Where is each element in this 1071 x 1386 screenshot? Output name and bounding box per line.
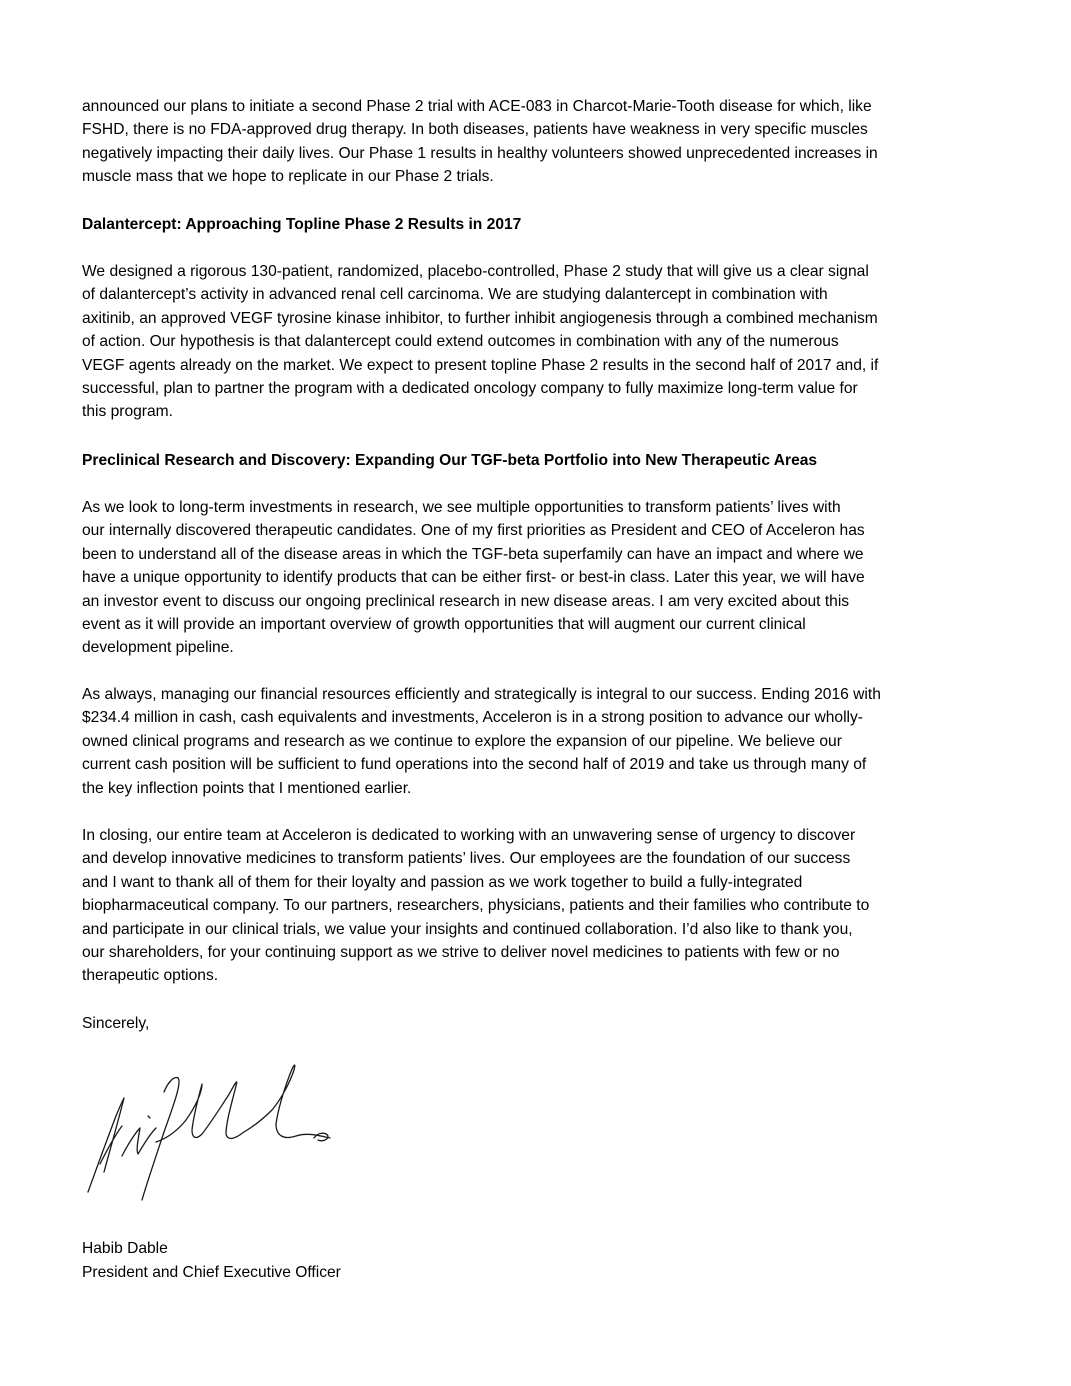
paragraph-dalantercept: We designed a rigorous 130-patient, randomized, placebo-controlled, Phase 2 study that will give us a clear signal of dalantercept’s activity in advanced renal cell carcinoma. We are studying dalantercept in combination with axitinib, an approved VEGF tyrosine kinase inhibitor, to further inhibit angiogenesis through a combined mechanism of action. Our hypothesis is that dalantercept could extend outcomes in combination with any of the numerous VEGF agents already on the market. We expect to present topline Phase 2 results in the second half of 2017 and, if successful, plan to partner the program with a dedicated oncology company to fully maximize long-term value for this program.	[82, 263, 879, 421]
heading-dalantercept: Dalantercept: Approaching Topline Phase 2 Results in 2017	[82, 216, 522, 233]
heading-preclinical: Preclinical Research and Discovery: Expanding Our TGF-beta Portfolio into New Therapeutic Areas	[82, 452, 818, 469]
paragraph-intro: announced our plans to initiate a second Phase 2 trial with ACE-083 in Charcot-Marie-Tooth disease for which, like FSHD, there is no FDA-approved drug therapy. In both diseases, patients have weakness in very specific muscles negatively impacting their daily lives. Our Phase 1 results in healthy volunteers showed unprecedented increases in muscle mass that we hope to replicate in our Phase 2 trials.	[82, 98, 878, 186]
paragraph-preclinical: As we look to long-term investments in research, we see multiple opportunities to transform patients’ lives with our internally discovered therapeutic candidates. One of my first priorities as President and CEO of Acceleron has been to understand all of the disease areas in which the TGF-beta superfamily can have an impact and where we have a unique opportunity to identify products that can be either first- or best-in class. Later this year, we will have an investor event to discuss our ongoing preclinical research in new disease areas. I am very excited about this event as it will provide an important overview of growth opportunities that will augment our current clinical development pipeline.	[82, 499, 865, 657]
paragraph-closing: In closing, our entire team at Acceleron is dedicated to working with an unwavering sense of urgency to discover and develop innovative medicines to transform patients’ lives. Our employees are the foundation of our success and I want to thank all of them for their loyalty and passion as we work together to build a fully-integrated biopharmaceutical company. To our partners, researchers, physicians, patients and their families who contribute to and participate in our clinical trials, we value your insights and continued collaboration. I’d also like to thank you, our shareholders, for your continuing support as we strive to deliver novel medicines to patients with few or no therapeutic options.	[82, 827, 870, 985]
salutation: Sincerely,	[82, 1015, 150, 1032]
paragraph-financial: As always, managing our financial resources efficiently and strategically is integral to our success. Ending 2016 with $234.4 million in cash, cash equivalents and investments, Acceleron is in a strong position to advance our wholly- owned clinical programs and research as we continue to explore the expansion of our pipeline. We believe our current cash position will be sufficient to fund operations into the second half of 2019 and take us through many of the key inflection points that I mentioned earlier.	[82, 686, 881, 797]
signer-title: President and Chief Executive Officer	[82, 1264, 341, 1281]
signature-image	[78, 1052, 346, 1210]
signer-name: Habib Dable	[82, 1240, 168, 1257]
